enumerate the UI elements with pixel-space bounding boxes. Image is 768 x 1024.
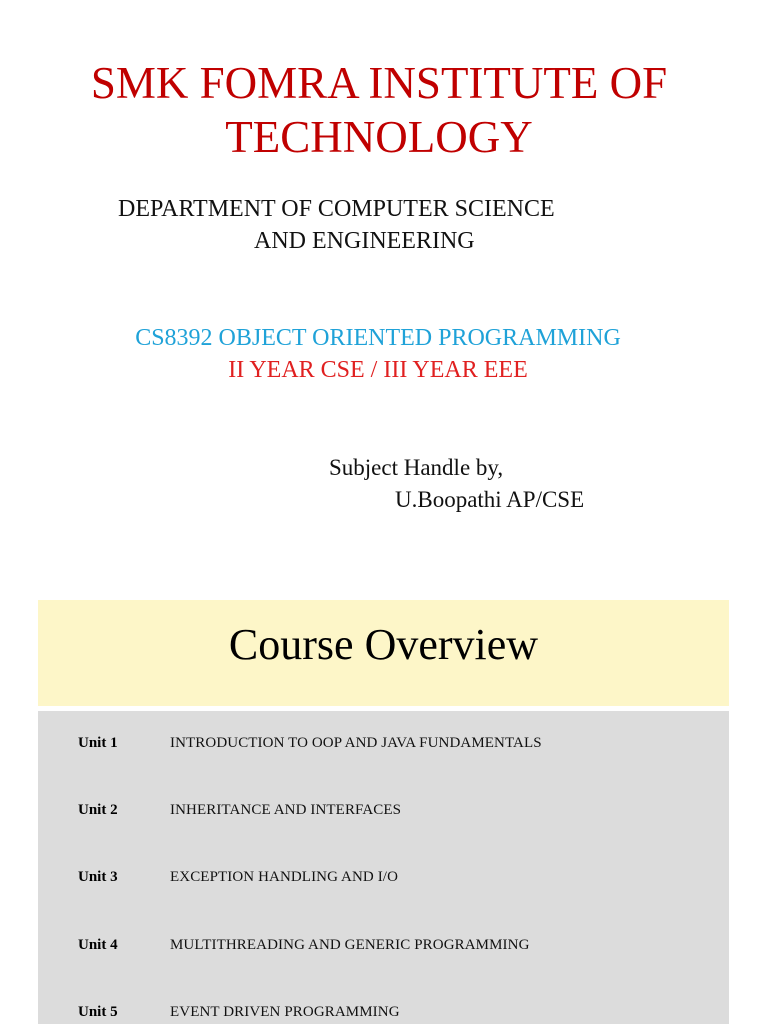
unit-label: Unit 3 xyxy=(78,869,118,885)
course-overview-title: Course Overview xyxy=(228,620,539,669)
department-line-2: AND ENGINEERING xyxy=(254,228,475,254)
unit-row xyxy=(38,733,729,753)
unit-row xyxy=(38,935,729,955)
handler-label: Subject Handle by, xyxy=(329,455,504,480)
department-name xyxy=(118,193,618,257)
institute-title: SMK FOMRA INSTITUTE OF TECHNOLOGY xyxy=(90,58,668,162)
handler-name: U.Boopathi AP/CSE xyxy=(395,487,585,512)
department-line-1: DEPARTMENT OF COMPUTER SCIENCE xyxy=(118,196,555,222)
unit-row xyxy=(38,867,729,887)
unit-topic: EXCEPTION HANDLING AND I/O xyxy=(170,869,398,885)
unit-row xyxy=(38,1002,729,1022)
unit-label: Unit 5 xyxy=(78,1004,118,1020)
units-table xyxy=(38,711,729,1024)
unit-label: Unit 2 xyxy=(78,802,118,818)
unit-topic: MULTITHREADING AND GENERIC PROGRAMMING xyxy=(170,937,530,953)
course-overview-header xyxy=(38,600,729,706)
unit-row xyxy=(38,800,729,820)
unit-topic: INTRODUCTION TO OOP AND JAVA FUNDAMENTALS xyxy=(170,735,542,751)
course-code-title: CS8392 OBJECT ORIENTED PROGRAMMING xyxy=(135,325,621,351)
subject-handler xyxy=(329,452,584,516)
unit-topic: EVENT DRIVEN PROGRAMMING xyxy=(170,1004,400,1020)
unit-label: Unit 4 xyxy=(78,937,118,953)
unit-label: Unit 1 xyxy=(78,735,118,751)
unit-topic: INHERITANCE AND INTERFACES xyxy=(170,802,402,818)
course-year: II YEAR CSE / III YEAR EEE xyxy=(228,357,528,383)
